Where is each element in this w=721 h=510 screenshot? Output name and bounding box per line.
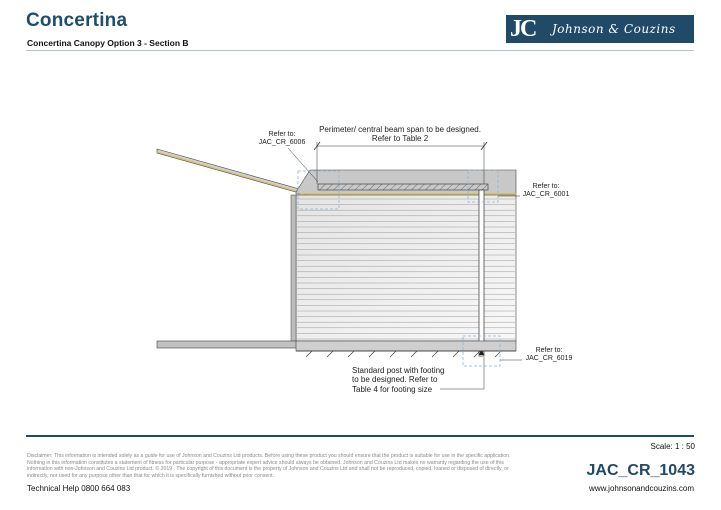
technical-help: Technical Help 0800 664 083 (27, 484, 131, 493)
footer-divider (26, 435, 694, 437)
brand-title: Concertina (26, 10, 128, 31)
post-note-line1: Standard post with footing (352, 366, 445, 375)
callout-6006-line2: JAC_CR_6006 (258, 139, 306, 146)
ground-hatch-line (306, 351, 312, 357)
ground-hatch-line (327, 351, 333, 357)
span-note-line1: Perimeter/ central beam span to be designed. (319, 125, 481, 134)
callout-6019-line2: JAC_CR_6019 (525, 355, 573, 362)
ground-hatch-line (369, 351, 375, 357)
perimeter-beam (318, 184, 488, 190)
ground-hatch-line (432, 351, 438, 357)
drawing-code: JAC_CR_1043 (586, 462, 695, 479)
leader-post (440, 357, 484, 389)
span-note-line2: Refer to Table 2 (371, 134, 429, 143)
callout-6001-line1: Refer to: (532, 183, 560, 190)
logo-monogram: JC (510, 15, 536, 42)
support-post (479, 190, 484, 356)
callout-6001-line2: JAC_CR_6001 (522, 191, 570, 198)
existing-roof (157, 149, 310, 196)
callout-6019-line1: Refer to: (535, 347, 563, 354)
ground-slab (157, 341, 516, 357)
ground-hatch-line (348, 351, 354, 357)
drawing-subtitle: Concertina Canopy Option 3 - Section B (27, 38, 189, 48)
post-note-line3: Table 4 for footing size (352, 385, 433, 394)
disclaimer-text: Disclaimer: This information is intended solely as a guide for use of Johnson and Couzins Ltd products. Before using these product you should ensure that the product is suitable for use in the specific application. Nothing in this information constitutes a statement of fitness for particular purpose - appropriate expert advice should always be obtained. Johnson and Couzins Ltd makes no warranty regarding the use of this information with non-Johnson and Couzins Ltd product. © 2019 . The copyright of this document is the property of Johnson and Couzins Ltd and shall not be reproduced, copied, loaned or disposed of directly, or indirectly, nor used for any purpose other than that for which it is specifically furnished without prior consent. (27, 453, 511, 479)
ground-hatch-line (411, 351, 417, 357)
ground-hatch-line (453, 351, 459, 357)
callout-6006-line1: Refer to: (268, 131, 296, 138)
website-link[interactable]: www.johnsonandcouzins.com (589, 484, 694, 493)
post-note-line2: to be designed. Refer to (352, 375, 438, 384)
leader-6006 (288, 148, 318, 182)
scale-label: Scale: 1 : 50 (650, 442, 695, 451)
ground-hatch (306, 351, 501, 357)
logo-script: Johnson & Couzins (552, 22, 676, 36)
ground-hatch-line (390, 351, 396, 357)
